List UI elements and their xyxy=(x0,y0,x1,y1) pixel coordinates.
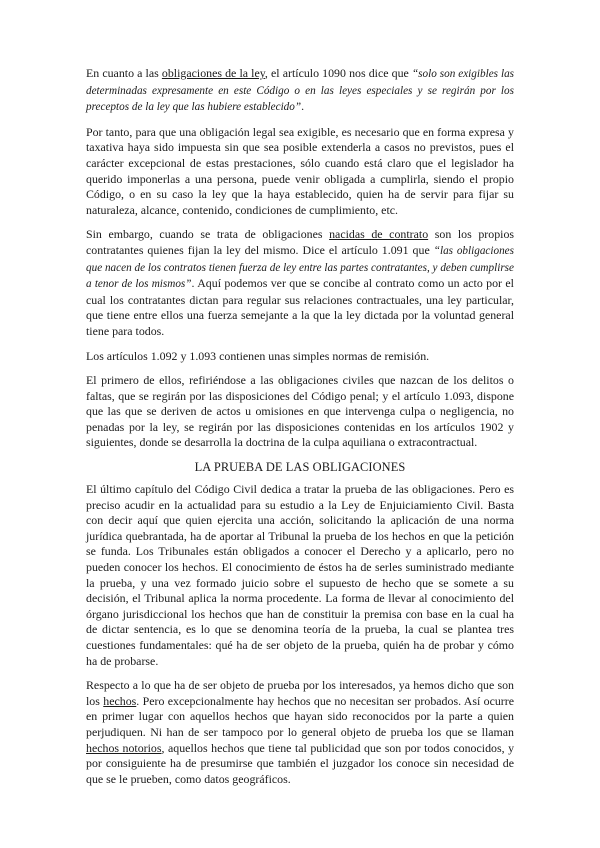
text: Respecto a lo que ha de ser objeto de prueba por los interesados, ya hemos dicho que son los xyxy=(86,678,514,708)
underlined-term: hechos xyxy=(103,693,137,708)
paragraph-exigibilidad: Por tanto, para que una obligación legal sea exigible, es necesario que en forma expresa y taxativa haya sido impuesta sin que sea posible extenderla a casos no previstos, pues el carácter excepcional de estas prestaciones, sólo cuando está claro que el legislador ha querido imponerlas a una persona, puede venir obligada a cumplirla, siendo el propio Código, o en su caso la ley que la haya establecido, quien ha de servir para fijar su naturaleza, alcance, contenido, condiciones de cumplimiento, etc. xyxy=(86,124,514,217)
text: . xyxy=(301,99,305,114)
text: Sin embargo, cuando se trata de obligaciones xyxy=(86,227,330,242)
section-heading: LA PRUEBA DE LAS OBLIGACIONES xyxy=(194,460,406,475)
text: son los propios contratantes quienes fijan la ley del mismo. Dice el artículo 1.091 que xyxy=(86,227,515,257)
underlined-term: obligaciones de la ley xyxy=(161,66,265,80)
legal-quote: “las obligaciones que nacen de los contratos tienen fuerza de ley entre las partes contratantes, y deben cumplirse a tenor de los mismos” xyxy=(86,244,515,291)
text: , aquellos hechos que tiene tal publicidad que son por todos conocidos, y por consiguiente ha de presumirse que también el juzgador los conoce sin necesidad de que se le prueben, como datos geográficos. xyxy=(86,740,515,786)
legal-quote: “solo son exigibles las determinadas expresamente en este Código o en las leyes especiales y se regirán por los preceptos de la ley que las hubiere establecido” xyxy=(86,68,515,114)
text: . Aquí podemos ver que se concibe al contrato como un acto por el cual los contratantes dictan para regular sus relaciones contractuales, una ley particular, que tiene entre ellos una fuerza semejante a la que la ley dictada por la voluntad general tiene para todos. xyxy=(86,276,514,338)
paragraph-nacidas-contrato xyxy=(86,227,514,339)
paragraph-remision: Los artículos 1.092 y 1.093 contienen unas simples normas de remisión. xyxy=(86,348,430,363)
paragraph-obligaciones-ley xyxy=(86,66,514,116)
paragraph-objeto-prueba xyxy=(86,678,514,787)
underlined-term: hechos notorios xyxy=(86,740,162,755)
text: En cuanto a las xyxy=(86,66,162,80)
text: . Pero excepcionalmente hay hechos que no necesitan ser probados. Así ocurre en primer lugar con aquellos hechos que hayan sido reconocidos por la parte a quien perjudiquen. Ni han de ser tampoco por lo general objeto de prueba los que se llaman xyxy=(86,693,514,739)
paragraph-prueba: El último capítulo del Código Civil dedica a tratar la prueba de las obligaciones. Pero es preciso acudir en la actualidad para su estudio a la Ley de Enjuiciamiento Civil. Basta con decir aquí que quien ejercita una acción, solicitando la aplicación de una norma jurídica quebrantada, ha de aportar al Tribunal la prueba de los hechos en que la petición se funda. Los Tribunales están obligados a conocer el Derecho y a aplicarlo, pero no pueden conocer los hechos. El conocimiento de éstos ha de serles suministrado mediante la prueba, y una vez formado juicio sobre el supuesto de hecho que se somete a su decisión, el Tribunal aplica la norma procedente. La forma de llevar al conocimiento del órgano jurisdiccional los hechos que han de constituir la premisa con base en la cual ha de dictar sentencia, es lo que se denomina teoría de la prueba, la cual se plantea tres cuestiones fundamentales: qué ha de ser objeto de la prueba, quién ha de probar y cómo ha de probarse. xyxy=(86,482,514,668)
paragraph-delitos-faltas: El primero de ellos, refiriéndose a las obligaciones civiles que nazcan de los delitos o faltas, que se regirán por las disposiciones del Código penal; y el artículo 1.093, dispone que las que se deriven de actos u omisiones en que intervenga culpa o negligencia, no penadas por la ley, se regirán por las disposiciones contenidas en los artículos 1902 y siguientes, donde se desarrolla la doctrina de la culpa aquiliana o extracontractual. xyxy=(86,373,514,450)
underlined-term: nacidas de contrato xyxy=(329,227,429,242)
text: , el artículo 1090 nos dice que xyxy=(264,66,412,80)
